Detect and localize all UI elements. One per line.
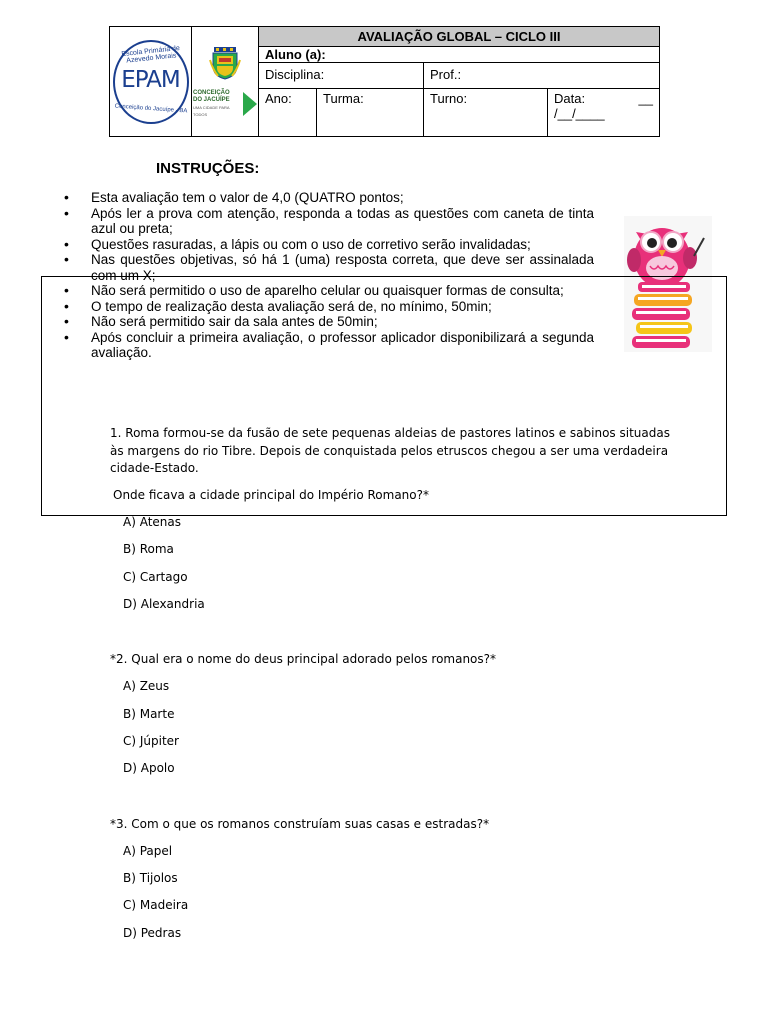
header-table (109, 26, 660, 137)
instruction-item: • Não será permitido o uso de aparelho celular ou quaisquer formas de consulta; (64, 283, 594, 299)
shift-field[interactable]: Turno: (424, 89, 548, 137)
question-3-option-b[interactable]: B) Tijolos (123, 871, 178, 885)
question-2-option-b[interactable]: B) Marte (123, 707, 175, 721)
subject-field[interactable]: Disciplina: (259, 63, 424, 89)
question-3-option-c[interactable]: C) Madeira (123, 898, 189, 912)
class-field[interactable]: Turma: (317, 89, 424, 137)
question-2-prompt: *2. Qual era o nome do deus principal adorado pelos romanos?* (110, 652, 497, 666)
instruction-item: • Esta avaliação tem o valor de 4,0 (QUATRO pontos; (64, 190, 594, 206)
question-1-intro: 1. Roma formou-se da fusão de sete pequenas aldeias de pastores latinos e sabinos situadas às margens do rio Tibre. Depois de conquistada pelos etruscos chegou a ser uma verdadeira cidade-Estado. (110, 426, 670, 475)
city-crest-icon (208, 46, 242, 80)
conceicao-name-line1: CONCEIÇÃO (193, 89, 230, 96)
school-logo-cell (110, 27, 192, 137)
question-2-option-d[interactable]: D) Apolo (123, 761, 175, 775)
instruction-item: • Questões rasuradas, a lápis ou com o uso de corretivo serão invalidadas; (64, 237, 594, 253)
epam-logo-word: EPAM (121, 66, 180, 93)
instructions-title: INSTRUÇÕES: (156, 160, 260, 177)
question-2-option-c[interactable]: C) Júpiter (123, 734, 179, 748)
epam-logo-bottom-text: Conceição do Jacuípe - BA (114, 102, 187, 115)
student-name-field[interactable]: Aluno (a): (259, 47, 660, 63)
teacher-field[interactable]: Prof.: (424, 63, 660, 89)
conceicao-logo (193, 90, 257, 118)
epam-logo (112, 34, 190, 130)
date-field[interactable] (548, 89, 660, 137)
year-field[interactable]: Ano: (259, 89, 317, 137)
conceicao-tagline: UMA CIDADE PARA TODOS (193, 104, 230, 117)
instructions-list (64, 190, 594, 361)
play-arrow-icon (243, 92, 257, 116)
question-1-prompt: Onde ficava a cidade principal do Império Romano?* (113, 488, 429, 502)
question-1-option-c[interactable]: C) Cartago (123, 570, 188, 584)
question-1-option-b[interactable]: B) Roma (123, 542, 174, 556)
question-2-option-a[interactable]: A) Zeus (123, 679, 170, 693)
instruction-item: • Nas questões objetivas, só há 1 (uma) resposta correta, que deve ser assinalada com um X; (64, 252, 594, 283)
conceicao-name-line2: DO JACUÍPE (193, 96, 230, 103)
question-1-option-a[interactable]: A) Atenas (123, 515, 182, 529)
city-logo-cell (192, 27, 259, 137)
question-3-option-d[interactable]: D) Pedras (123, 926, 182, 940)
question-3-option-a[interactable]: A) Papel (123, 844, 173, 858)
epam-logo-top-text: Escola Primária de Azevedo Morais (120, 44, 180, 65)
instruction-item: • Não será permitido sair da sala antes de 50min; (64, 314, 594, 330)
instruction-item: • Após ler a prova com atenção, responda a todas as questões com caneta de tinta azul ou preta; (64, 206, 594, 237)
exam-title: AVALIAÇÃO GLOBAL – CICLO III (259, 27, 660, 47)
instruction-item: • O tempo de realização desta avaliação será de, no mínimo, 50min; (64, 299, 594, 315)
owl-books-illustration (624, 216, 712, 352)
question-3-prompt: *3. Com o que os romanos construíam suas casas e estradas?* (110, 817, 490, 831)
question-1-option-d[interactable]: D) Alexandria (123, 597, 205, 611)
date-blank: /__/____ (554, 106, 605, 121)
instruction-item: • Após concluir a primeira avaliação, o professor aplicador disponibilizará a segunda avaliação. (64, 330, 594, 361)
date-label: Data: (554, 91, 586, 106)
date-dash: __ (638, 91, 654, 106)
